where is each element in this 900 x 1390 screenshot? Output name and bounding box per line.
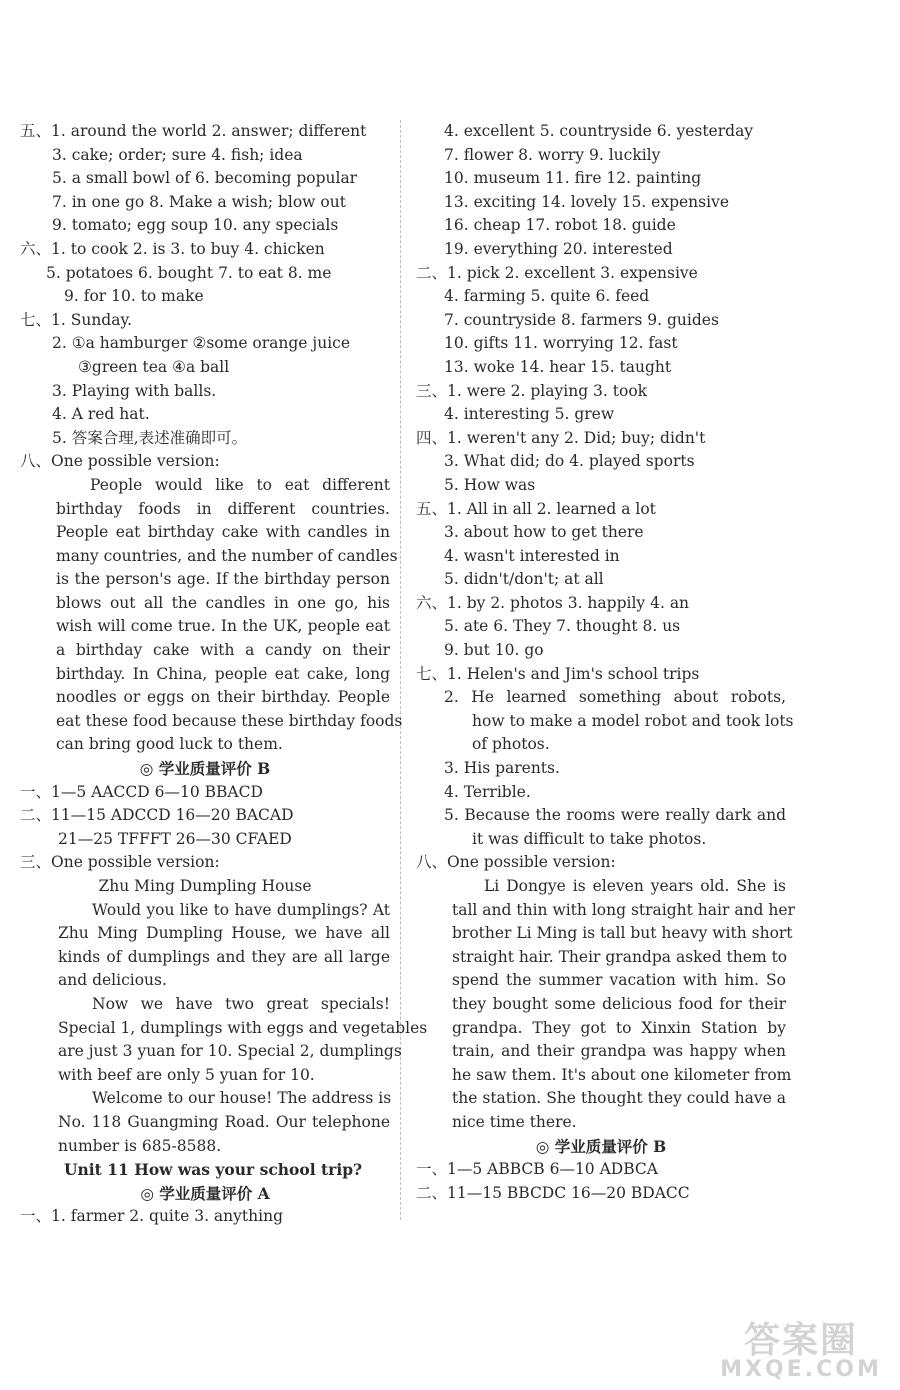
answer-line: the station. She thought they could have a xyxy=(452,1089,786,1108)
section-heading: ◎ 学业质量评价 B xyxy=(139,759,271,779)
section-heading: ◎ 学业质量评价 A xyxy=(140,1183,270,1203)
answer-line: 4. excellent 5. countryside 6. yesterday xyxy=(444,122,754,140)
section-heading: Unit 11 How was your school trip? xyxy=(64,1160,363,1180)
answer-line: birthday foods in different countries. xyxy=(56,499,390,518)
answer-line: noodles or eggs on their birthday. People xyxy=(56,688,390,707)
answer-line: 五、1. All in all 2. learned a lot xyxy=(416,499,656,518)
answer-line: 9. for 10. to make xyxy=(64,287,204,306)
answer-line: 13. woke 14. hear 15. taught xyxy=(444,357,672,376)
answer-line: 21—25 TFFFT 26—30 CFAED xyxy=(58,829,292,848)
answer-line: 一、1—5 AACCD 6—10 BBACD xyxy=(20,782,263,801)
answer-line: 4. Terrible. xyxy=(444,782,531,801)
answer-line: 10. museum 11. fire 12. painting xyxy=(444,169,702,188)
answer-line: a birthday cake with a candy on their xyxy=(56,641,390,660)
left-column xyxy=(20,120,428,1229)
answer-line: blows out all the candles in one go, his xyxy=(56,593,390,612)
answer-line: 八、One possible version: xyxy=(20,452,220,471)
answer-line: 7. countryside 8. farmers 9. guides xyxy=(444,310,719,329)
answer-line: 5. didn't/don't; at all xyxy=(444,570,604,589)
answer-line: 八、One possible version: xyxy=(416,853,616,872)
watermark-url-text: MXQE.COM xyxy=(720,1357,882,1382)
answer-line: nice time there. xyxy=(452,1112,577,1131)
answer-line: 5. ate 6. They 7. thought 8. us xyxy=(444,617,681,636)
answer-line: Welcome to our house! The address is xyxy=(92,1089,392,1108)
answer-line: it was difficult to take photos. xyxy=(472,829,707,848)
answer-line: 三、1. were 2. playing 3. took xyxy=(416,381,648,400)
answer-line: brother Li Ming is tall but heavy with short xyxy=(452,924,793,943)
answer-line: are just 3 yuan for 10. Special 2, dumplings xyxy=(58,1042,402,1061)
answer-line: 四、1. weren't any 2. Did; buy; didn't xyxy=(416,428,706,447)
answer-line: many countries, and the number of candles xyxy=(56,546,398,565)
answer-line: People would like to eat different xyxy=(90,475,390,494)
answer-line: Zhu Ming Dumpling House xyxy=(98,877,312,895)
answer-line: 5. How was xyxy=(444,475,536,494)
answer-line: of photos. xyxy=(472,735,550,754)
answer-line: grandpa. They got to Xinxin Station by xyxy=(452,1018,786,1037)
answer-line: wish will come true. In the UK, people eat xyxy=(56,617,390,636)
answer-line: number is 685-8588. xyxy=(58,1136,222,1155)
answer-line: how to make a model robot and took lots xyxy=(472,711,794,730)
answer-line: 七、1. Sunday. xyxy=(20,310,133,329)
answer-line: 4. farming 5. quite 6. feed xyxy=(444,287,650,306)
answer-line: 2. ①a hamburger ②some orange juice xyxy=(52,334,351,353)
answer-line: 10. gifts 11. worrying 12. fast xyxy=(444,334,678,353)
watermark-logo xyxy=(716,1312,886,1382)
answer-line: 4. interesting 5. grew xyxy=(444,405,615,424)
answer-line: 5. a small bowl of 6. becoming popular xyxy=(52,169,358,188)
answer-line: 7. flower 8. worry 9. luckily xyxy=(444,145,661,164)
answer-line: 5. 答案合理,表述准确即可。 xyxy=(52,428,248,447)
section-heading: ◎ 学业质量评价 B xyxy=(535,1136,667,1156)
answer-line: 二、11—15 BBCDC 16—20 BDACC xyxy=(416,1183,690,1202)
answer-line: spend the summer vacation with him. So xyxy=(452,971,786,990)
answer-line: 9. but 10. go xyxy=(444,641,544,660)
answer-line: 5. potatoes 6. bought 7. to eat 8. me xyxy=(46,263,332,282)
answer-line: 5. Because the rooms were really dark and xyxy=(444,806,786,825)
answer-line: 4. wasn't interested in xyxy=(444,546,620,565)
answer-line: with beef are only 5 yuan for 10. xyxy=(58,1065,315,1084)
answer-line: 二、1. pick 2. excellent 3. expensive xyxy=(416,263,698,282)
answer-line: 六、1. by 2. photos 3. happily 4. an xyxy=(416,593,690,612)
answer-line: 二、11—15 ADCCD 16—20 BACAD xyxy=(20,806,294,825)
answer-line: Would you like to have dumplings? At xyxy=(92,900,390,919)
answer-line: 3. Playing with balls. xyxy=(52,381,217,400)
answer-line: 3. His parents. xyxy=(444,759,560,778)
answer-line: Li Dongye is eleven years old. She is xyxy=(484,877,786,895)
answer-line: 五、1. around the world 2. answer; different xyxy=(20,122,367,140)
answer-line: 4. A red hat. xyxy=(52,405,150,424)
answer-line: he saw them. It's about one kilometer from xyxy=(452,1065,792,1084)
answer-line: 9. tomato; egg soup 10. any specials xyxy=(52,216,339,235)
answer-line: is the person's age. If the birthday person xyxy=(56,570,390,589)
answer-line: Zhu Ming Dumpling House, we have all xyxy=(58,924,390,943)
answer-line: tall and thin with long straight hair and her xyxy=(452,900,795,919)
answer-line: and delicious. xyxy=(58,971,167,990)
answer-line: eat these food because these birthday foods xyxy=(56,711,403,730)
answer-line: ③green tea ④a ball xyxy=(78,357,230,376)
answer-line: they bought some delicious food for their xyxy=(452,994,786,1013)
answer-line: Special 1, dumplings with eggs and vegetables xyxy=(58,1018,428,1037)
answer-line: No. 118 Guangming Road. Our telephone xyxy=(58,1112,390,1131)
answer-line: 16. cheap 17. robot 18. guide xyxy=(444,216,676,235)
answer-line: 19. everything 20. interested xyxy=(444,239,673,258)
answer-line: 13. exciting 14. lovely 15. expensive xyxy=(444,192,729,211)
answer-line: Now we have two great specials! xyxy=(92,994,390,1013)
answer-line: 2. He learned something about robots, xyxy=(444,688,786,707)
watermark-top-text: 答案圈 xyxy=(743,1320,858,1361)
answer-line: straight hair. Their grandpa asked them to xyxy=(452,947,788,966)
answer-line: 六、1. to cook 2. is 3. to buy 4. chicken xyxy=(20,239,325,258)
answer-line: 3. cake; order; sure 4. fish; idea xyxy=(52,145,303,164)
answer-line: 一、1. farmer 2. quite 3. anything xyxy=(20,1207,283,1226)
right-column xyxy=(416,120,795,1205)
answer-line: birthday. In China, people eat cake, long xyxy=(56,664,390,683)
answer-line: 七、1. Helen's and Jim's school trips xyxy=(416,664,700,683)
answer-line: 3. about how to get there xyxy=(444,523,644,542)
answer-line: kinds of dumplings and they are all large xyxy=(58,947,390,966)
answer-line: People eat birthday cake with candles in xyxy=(56,523,390,542)
answer-line: 7. in one go 8. Make a wish; blow out xyxy=(52,192,346,211)
answer-line: 3. What did; do 4. played sports xyxy=(444,452,695,471)
answer-line: train, and their grandpa was happy when xyxy=(452,1042,786,1061)
answer-line: 三、One possible version: xyxy=(20,853,220,872)
answer-line: can bring good luck to them. xyxy=(56,735,283,754)
answer-line: 一、1—5 ABBCB 6—10 ADBCA xyxy=(416,1160,658,1179)
